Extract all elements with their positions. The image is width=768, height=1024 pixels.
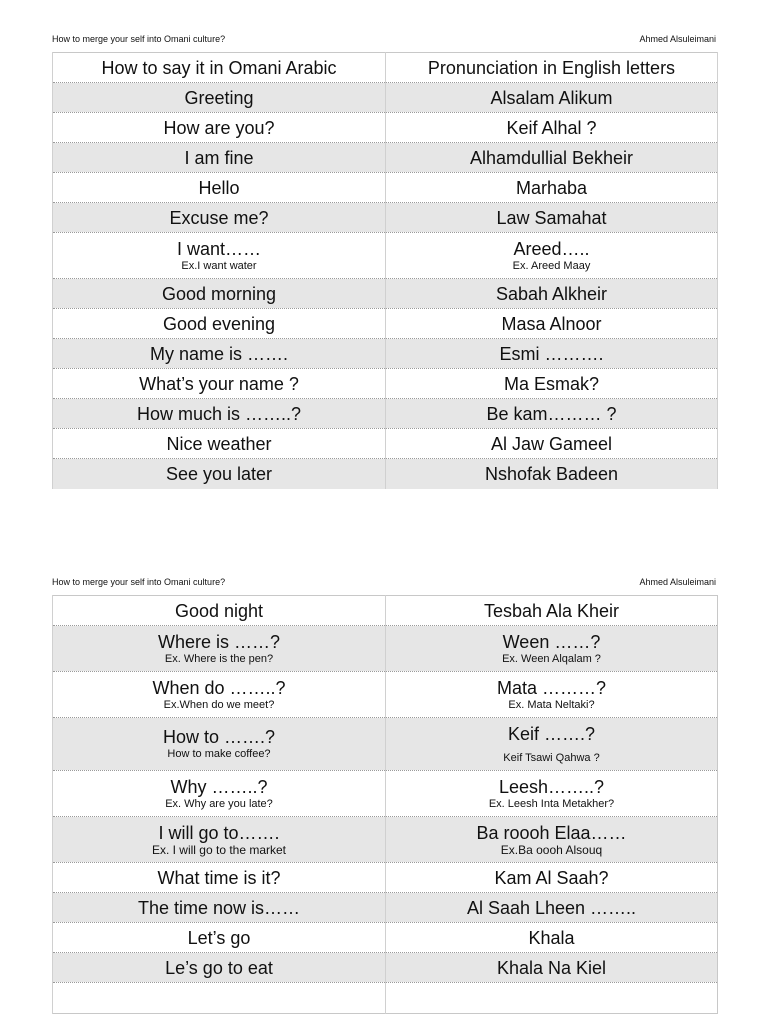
column-header-omani-arabic: How to say it in Omani Arabic — [53, 53, 386, 83]
table-row — [53, 173, 718, 203]
phrase-cell: My name is ……. — [53, 339, 386, 369]
phrase-cell: Hello — [53, 173, 386, 203]
phrase-cell: I will go to……. Ex. I will go to the market — [53, 817, 386, 863]
phrase-cell: What time is it? — [53, 863, 386, 893]
table-row — [53, 626, 718, 672]
pronunciation-cell — [386, 983, 718, 1014]
example-text: Ex.Ba oooh Alsouq — [500, 842, 603, 857]
table-row — [53, 596, 718, 626]
pronunciation-cell: Sabah Alkheir — [386, 279, 718, 309]
page-header — [52, 575, 716, 589]
phrase-cell: Greeting — [53, 83, 386, 113]
table-row — [53, 771, 718, 817]
phrase-cell: Nice weather — [53, 429, 386, 459]
pronunciation-cell: Law Samahat — [386, 203, 718, 233]
header-title: How to merge your self into Omani culture? — [52, 34, 226, 44]
table-row — [53, 339, 718, 369]
table-row — [53, 817, 718, 863]
pronunciation-cell: Masa Alnoor — [386, 309, 718, 339]
phrase-cell: What’s your name ? — [53, 369, 386, 399]
table-row — [53, 309, 718, 339]
table-row — [53, 113, 718, 143]
column-header-pronunciation: Pronunciation in English letters — [386, 53, 718, 83]
pronunciation-cell: Khala Na Kiel — [386, 953, 718, 983]
pronunciation-cell: Al Saah Lheen …….. — [386, 893, 718, 923]
page-header — [52, 32, 716, 46]
table-row — [53, 983, 718, 1014]
table-row — [53, 83, 718, 113]
table-row — [53, 672, 718, 718]
phrase-cell: The time now is…… — [53, 893, 386, 923]
pronunciation-cell: Areed….. Ex. Areed Maay — [386, 233, 718, 279]
table-row — [53, 143, 718, 173]
phrase-cell: Excuse me? — [53, 203, 386, 233]
table-row — [53, 203, 718, 233]
header-title: How to merge your self into Omani culture? — [52, 577, 226, 587]
phrase-cell: How to …….? How to make coffee? — [53, 718, 386, 771]
pronunciation-cell: Alsalam Alikum — [386, 83, 718, 113]
table-row — [53, 399, 718, 429]
pronunciation-cell: Ba roooh Elaa…… Ex.Ba oooh Alsouq — [386, 817, 718, 863]
table-row — [53, 369, 718, 399]
example-text: Ex. Why are you late? — [165, 797, 273, 810]
phrase-cell: See you later — [53, 459, 386, 489]
phrase-cell: I am fine — [53, 143, 386, 173]
phrase-table — [52, 595, 718, 1014]
phrase-cell: I want…… Ex.I want water — [53, 233, 386, 279]
table-row — [53, 923, 718, 953]
phrase-table — [52, 52, 718, 489]
phrase-cell: Where is ……? Ex. Where is the pen? — [53, 626, 386, 672]
pronunciation-cell: Ma Esmak? — [386, 369, 718, 399]
phrase-cell: How much is ……..? — [53, 399, 386, 429]
pronunciation-cell: Keif Alhal ? — [386, 113, 718, 143]
pronunciation-cell: Tesbah Ala Kheir — [386, 596, 718, 626]
pronunciation-cell: Khala — [386, 923, 718, 953]
table-row — [53, 953, 718, 983]
pronunciation-cell: Kam Al Saah? — [386, 863, 718, 893]
example-text: Ex. Areed Maay — [512, 259, 591, 272]
example-text: Ex. I will go to the market — [151, 842, 287, 857]
table-row — [53, 718, 718, 771]
pronunciation-cell: Marhaba — [386, 173, 718, 203]
table-row — [53, 893, 718, 923]
phrase-cell: How are you? — [53, 113, 386, 143]
pronunciation-cell: Nshofak Badeen — [386, 459, 718, 489]
phrase-cell: Good morning — [53, 279, 386, 309]
example-text: Keif Tsawi Qahwa ? — [503, 751, 600, 764]
pronunciation-cell: Be kam……… ? — [386, 399, 718, 429]
table-row — [53, 429, 718, 459]
pronunciation-cell: Esmi ………. — [386, 339, 718, 369]
phrase-cell — [53, 983, 386, 1014]
phrase-cell: Good evening — [53, 309, 386, 339]
phrase-cell: Le’s go to eat — [53, 953, 386, 983]
pronunciation-cell: Keif …….? Keif Tsawi Qahwa ? — [386, 718, 718, 771]
table-row — [53, 233, 718, 279]
example-text: Ex. Ween Alqalam ? — [502, 652, 601, 665]
header-author: Ahmed Alsuleimani — [639, 577, 716, 587]
phrase-cell: When do ……..? Ex.When do we meet? — [53, 672, 386, 718]
example-text: Ex. Where is the pen? — [164, 652, 274, 665]
phrase-cell: Let’s go — [53, 923, 386, 953]
example-text: Ex. Leesh Inta Metakher? — [488, 797, 615, 810]
pronunciation-cell: Al Jaw Gameel — [386, 429, 718, 459]
table-row — [53, 863, 718, 893]
table-row — [53, 279, 718, 309]
pronunciation-cell: Leesh……..? Ex. Leesh Inta Metakher? — [386, 771, 718, 817]
phrase-cell: Good night — [53, 596, 386, 626]
table-row — [53, 459, 718, 489]
example-text: Ex. Mata Neltaki? — [508, 698, 595, 711]
pronunciation-cell: Alhamdullial Bekheir — [386, 143, 718, 173]
pronunciation-cell: Ween ……? Ex. Ween Alqalam ? — [386, 626, 718, 672]
example-text: Ex.I want water — [181, 259, 257, 272]
pronunciation-cell: Mata ………? Ex. Mata Neltaki? — [386, 672, 718, 718]
example-text: How to make coffee? — [167, 748, 271, 760]
table-header-row — [53, 53, 718, 83]
example-text: Ex.When do we meet? — [163, 698, 275, 711]
phrase-cell: Why ……..? Ex. Why are you late? — [53, 771, 386, 817]
header-author: Ahmed Alsuleimani — [639, 34, 716, 44]
